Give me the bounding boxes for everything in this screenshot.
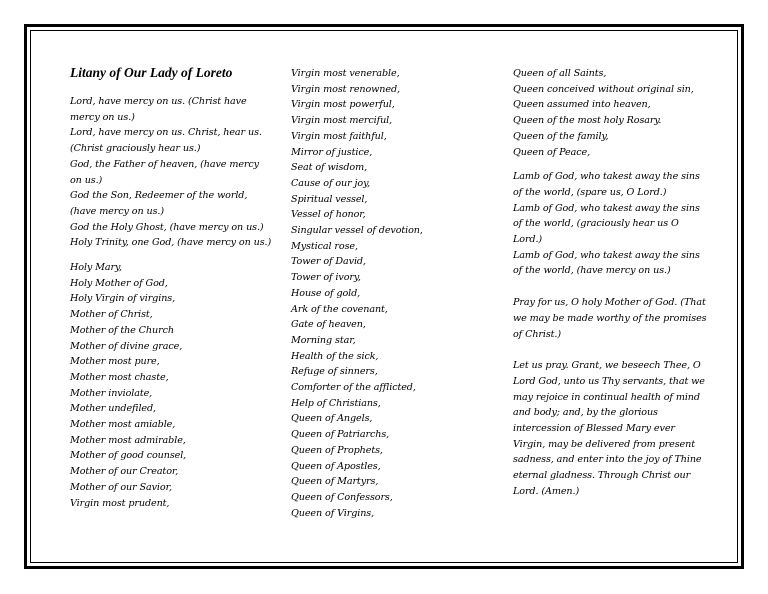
invocation: Holy Mother of God, bbox=[70, 277, 168, 289]
petition: God, the Father of heaven, (have mercy on us.) bbox=[70, 158, 259, 186]
invocation: Vessel of honor, bbox=[291, 209, 366, 221]
document-title: Litany of Our Lady of Loreto bbox=[70, 65, 233, 80]
invocation: Queen of Martyrs, bbox=[291, 476, 379, 488]
invocation: Help of Christians, bbox=[291, 397, 381, 409]
invocation: Ark of the covenant, bbox=[291, 303, 388, 315]
invocation: Mother most amiable, bbox=[70, 419, 176, 431]
petition: Lamb of God, who takest away the sins of the world, (have mercy on us.) bbox=[513, 249, 700, 277]
petition: God the Holy Ghost, (have mercy on us.) bbox=[70, 221, 264, 233]
invocation: Mother inviolate, bbox=[70, 387, 153, 399]
invocation: Queen of Peace, bbox=[513, 146, 591, 158]
invocation: Singular vessel of devotion, bbox=[291, 225, 423, 237]
opening-petitions bbox=[70, 94, 272, 251]
invocation: Virgin most merciful, bbox=[291, 115, 393, 127]
invocation: Tower of ivory, bbox=[291, 272, 361, 284]
invocation-list bbox=[70, 260, 268, 511]
invocation: Queen of Prophets, bbox=[291, 444, 383, 456]
invocation: Queen of the family, bbox=[513, 130, 609, 142]
invocation: Mystical rose, bbox=[291, 240, 358, 252]
petition: Holy Trinity, one God, (have mercy on us.) bbox=[70, 237, 272, 249]
invocation: Queen of Apostles, bbox=[291, 460, 381, 472]
invocation: Queen conceived without original sin, bbox=[513, 83, 694, 95]
invocation: Queen of all Saints, bbox=[513, 68, 607, 79]
petition: Lamb of God, who takest away the sins of the world, (graciously hear us O Lord.) bbox=[513, 202, 700, 246]
invocation: Mother most pure, bbox=[70, 356, 160, 368]
invocation: Mother of our Savior, bbox=[70, 481, 172, 493]
invocation: Spiritual vessel, bbox=[291, 193, 368, 205]
lamb-of-god-petitions bbox=[513, 169, 707, 279]
invocation: Queen of Virgins, bbox=[291, 507, 375, 519]
invocation: Mother of divine grace, bbox=[70, 340, 183, 352]
invocation: Comforter of the afflicted, bbox=[291, 382, 416, 394]
invocation: Queen of Confessors, bbox=[291, 491, 393, 503]
invocation: Mother of the Church bbox=[70, 324, 174, 336]
invocation: Virgin most renowned, bbox=[291, 83, 400, 95]
invocation-list bbox=[513, 66, 707, 160]
petition: Lamb of God, who takest away the sins of the world, (spare us, O Lord.) bbox=[513, 171, 700, 198]
invocation: Health of the sick, bbox=[291, 350, 379, 362]
invocation: Mother most admirable, bbox=[70, 434, 186, 446]
invocation: Morning star, bbox=[291, 334, 356, 346]
invocation-list bbox=[291, 66, 491, 521]
invocation: Mother most chaste, bbox=[70, 371, 169, 383]
pray-for-us: Pray for us, O holy Mother of God. (That we may be made worthy of the promises of Christ.) bbox=[513, 297, 707, 340]
invocation: Refuge of sinners, bbox=[291, 366, 378, 378]
invocation: Mother of Christ, bbox=[70, 309, 153, 321]
invocation: Holy Mary, bbox=[70, 262, 123, 274]
petition: God the Son, Redeemer of the world, (have mercy on us.) bbox=[70, 190, 248, 217]
invocation: Queen of the most holy Rosary. bbox=[513, 115, 662, 127]
invocation: Queen of Angels, bbox=[291, 413, 373, 425]
invocation: Cause of our joy, bbox=[291, 177, 371, 189]
closing-prayer: Let us pray. Grant, we beseech Thee, O Lord God, unto us Thy servants, that we may rejoice in continual health of mind and body; and, by the glorious intercession of Blessed Mary ever Virgin, may be delivered from present sadness, and enter into the joy of Thine eternal gladness. Through Christ our Lord. (Amen.) bbox=[513, 360, 705, 497]
invocation: Virgin most powerful, bbox=[291, 99, 395, 111]
invocation: Mother undefiled, bbox=[70, 403, 156, 415]
invocation: Tower of David, bbox=[291, 256, 366, 268]
column-left bbox=[70, 64, 272, 511]
invocation: Virgin most prudent, bbox=[70, 497, 170, 509]
invocation: Seat of wisdom, bbox=[291, 162, 368, 174]
column-right bbox=[513, 66, 707, 500]
invocation: Gate of heaven, bbox=[291, 319, 366, 331]
invocation: Virgin most faithful, bbox=[291, 130, 387, 142]
invocation: Mother of good counsel, bbox=[70, 450, 187, 462]
invocation: Queen of Patriarchs, bbox=[291, 429, 390, 441]
invocation: Queen assumed into heaven, bbox=[513, 99, 651, 111]
invocation: Virgin most venerable, bbox=[291, 68, 400, 79]
invocation: Mother of our Creator, bbox=[70, 466, 179, 478]
invocation: House of gold, bbox=[291, 287, 361, 299]
column-middle bbox=[291, 66, 491, 521]
petition: Lord, have mercy on us. Christ, hear us. (Christ graciously hear us.) bbox=[70, 127, 262, 155]
petition: Lord, have mercy on us. (Christ have mercy on us.) bbox=[70, 96, 247, 123]
invocation: Holy Virgin of virgins, bbox=[70, 293, 176, 305]
invocation: Mirror of justice, bbox=[291, 146, 373, 158]
